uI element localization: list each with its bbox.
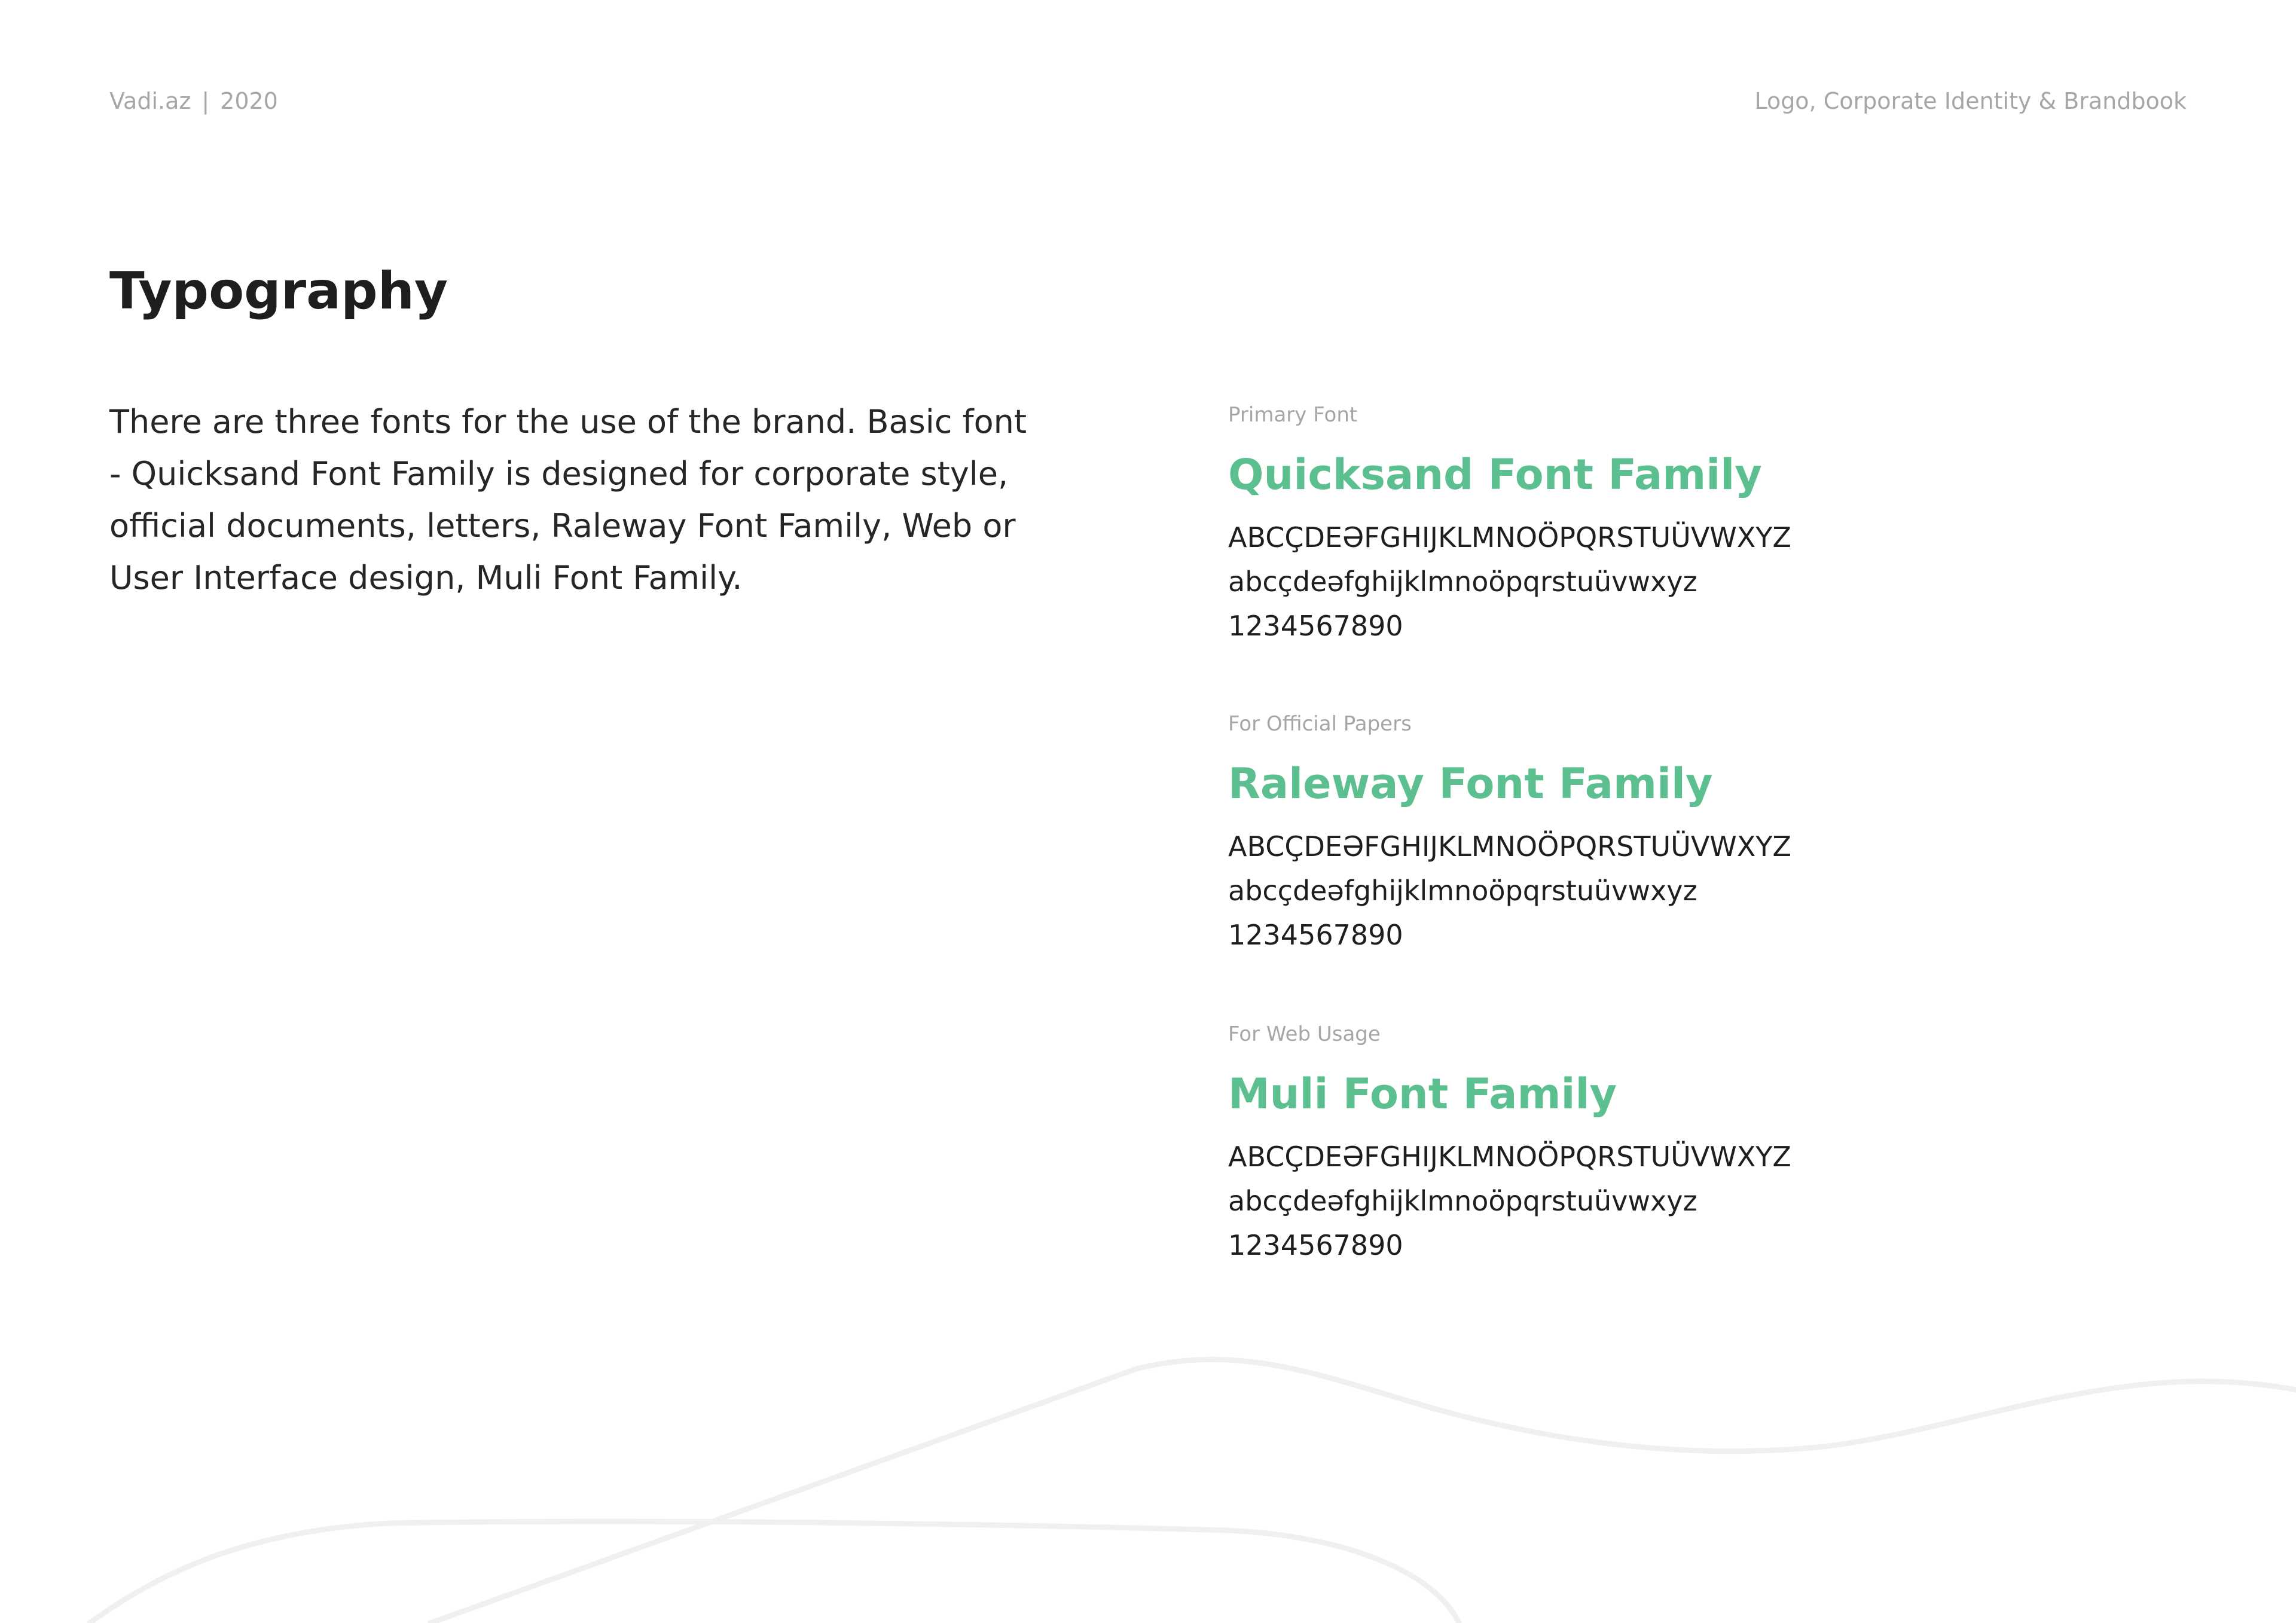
font-family-name: Raleway Font Family	[1228, 759, 1713, 808]
font-block-official	[1228, 711, 2125, 957]
uppercase-sample: ABCÇDEƏFGHIJKLMNOÖPQRSTUÜVWXYZ	[1228, 830, 1791, 863]
uppercase-sample: ABCÇDEƏFGHIJKLMNOÖPQRSTUÜVWXYZ	[1228, 1141, 1791, 1173]
decorative-wave-lines	[0, 1309, 2296, 1623]
uppercase-sample: ABCÇDEƏFGHIJKLMNOÖPQRSTUÜVWXYZ	[1228, 521, 1791, 554]
font-kicker: Primary Font	[1228, 403, 1358, 427]
header-year: 2020	[220, 88, 278, 114]
font-kicker: For Official Papers	[1228, 712, 1412, 736]
lowercase-sample: abcçdeəfghijklmnoöpqrstuüvwxyz	[1228, 875, 1697, 907]
header-separator: |	[201, 88, 210, 114]
brand-name: Vadi.az	[109, 88, 191, 114]
wave-line-lower	[90, 1521, 1459, 1623]
intro-paragraph: There are three fonts for the use of the brand. Basic font - Quicksand Font Family is designed for corporate style, official documents, letters, Raleway Font Family, Web or User Interface design, Muli Font Family.	[109, 403, 1027, 597]
digits-sample: 1234567890	[1228, 610, 1403, 642]
lowercase-sample: abcçdeəfghijklmnoöpqrstuüvwxyz	[1228, 566, 1697, 598]
lowercase-sample: abcçdeəfghijklmnoöpqrstuüvwxyz	[1228, 1185, 1697, 1217]
header-brand-year	[109, 87, 278, 115]
font-family-name: Muli Font Family	[1228, 1069, 1617, 1118]
document-title: Logo, Corporate Identity & Brandbook	[1754, 88, 2187, 114]
font-family-name: Quicksand Font Family	[1228, 450, 1762, 499]
font-kicker: For Web Usage	[1228, 1022, 1381, 1046]
page-title: Typography	[109, 261, 448, 321]
font-block-primary	[1228, 402, 2125, 648]
digits-sample: 1234567890	[1228, 1229, 1403, 1261]
wave-line-upper	[430, 1359, 2296, 1623]
font-block-web	[1228, 1021, 2125, 1267]
digits-sample: 1234567890	[1228, 919, 1403, 951]
